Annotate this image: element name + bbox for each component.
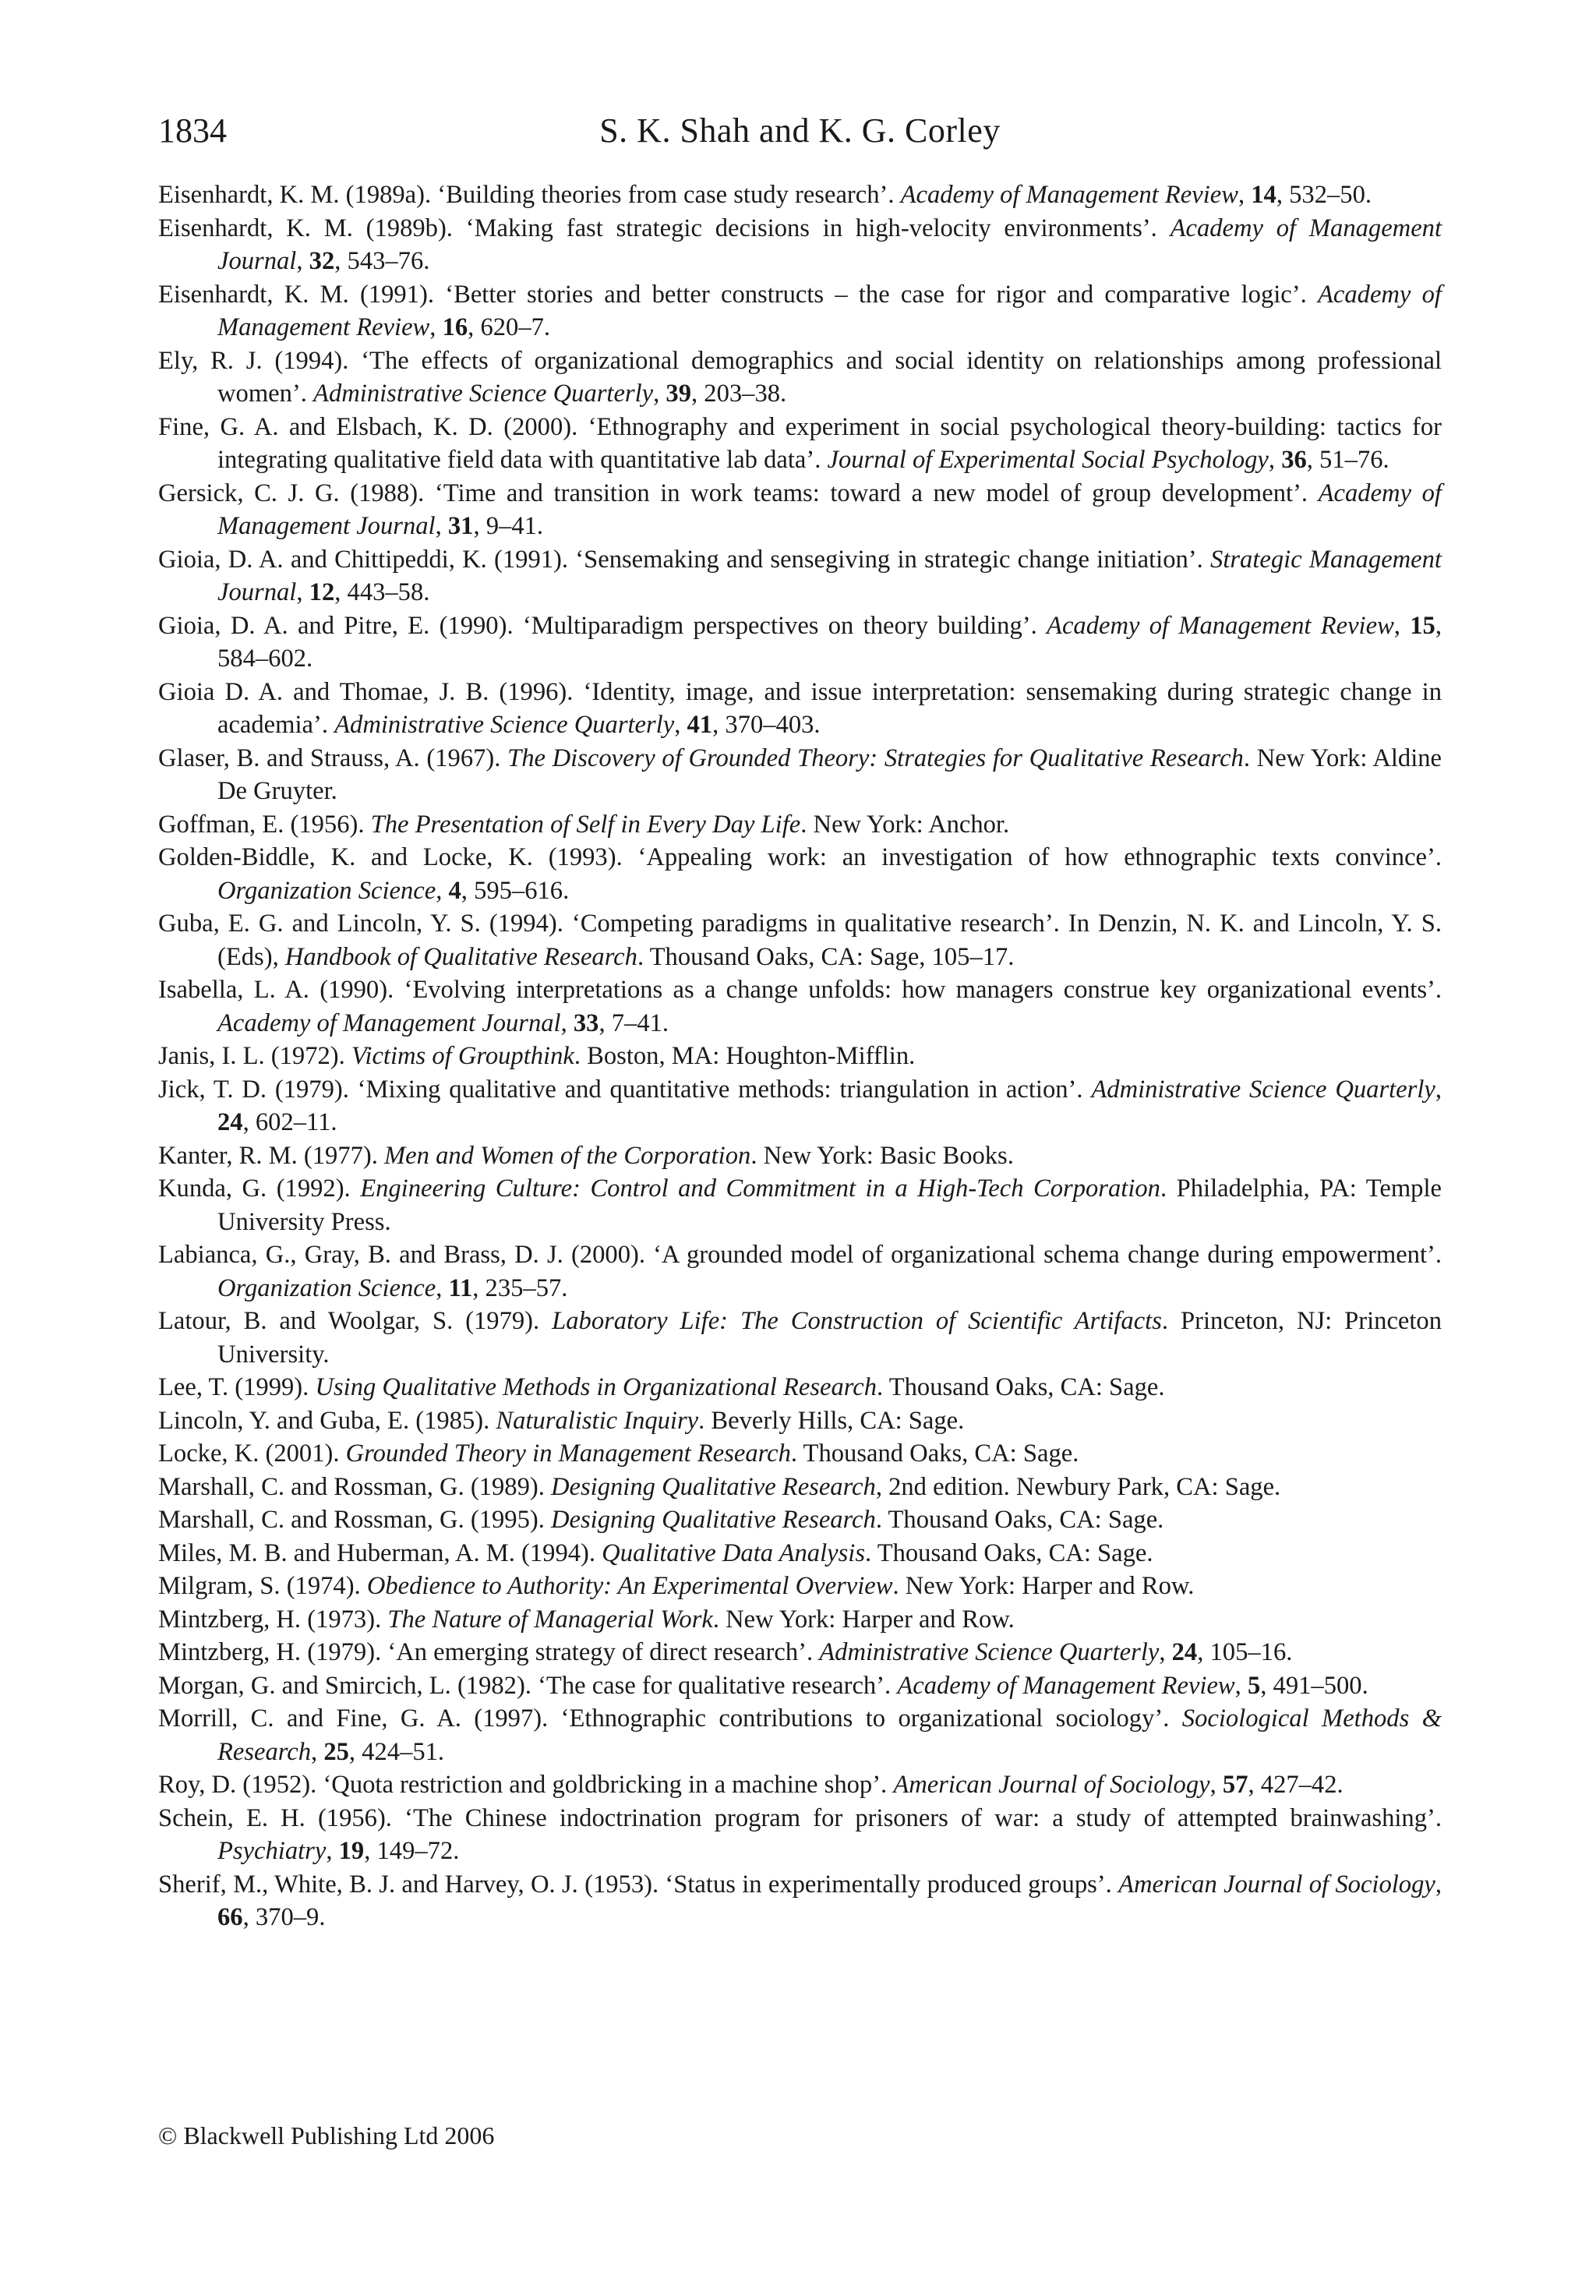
reference-entry bbox=[158, 1471, 1442, 1504]
reference-entry bbox=[158, 973, 1442, 1040]
reference-entry bbox=[158, 1636, 1442, 1669]
reference-text: Janis, I. L. (1972). bbox=[158, 1042, 351, 1070]
reference-text: . New York: Harper and Row. bbox=[712, 1605, 1015, 1634]
reference-source-title: Academy of Management Journal bbox=[217, 479, 1442, 540]
reference-text: , bbox=[1159, 1638, 1172, 1666]
reference-source-title: Academy of Management Journal bbox=[217, 214, 1442, 275]
reference-text: Mintzberg, H. (1979). ‘An emerging strategy of direct research’. bbox=[158, 1638, 820, 1666]
reference-text: Kunda, G. (1992). bbox=[158, 1174, 361, 1203]
reference-volume: 4 bbox=[448, 876, 461, 905]
reference-source-title: Sociological Methods & Research bbox=[217, 1704, 1442, 1766]
reference-text: . Philadelphia, PA: Temple University Press. bbox=[217, 1174, 1442, 1236]
reference-text: , 532–50. bbox=[1276, 181, 1372, 209]
reference-source-title: Psychiatry bbox=[217, 1837, 327, 1865]
reference-entry bbox=[158, 907, 1442, 973]
reference-text: , 7–41. bbox=[598, 1008, 669, 1037]
reference-text: Golden-Biddle, K. and Locke, K. (1993). ‘Appealing work: an investigation of how ethnographic texts convince’. bbox=[158, 843, 1442, 871]
reference-source-title: Administrative Science Quarterly bbox=[819, 1638, 1160, 1666]
page-header bbox=[158, 111, 1442, 157]
reference-source-title: Academy of Management Review bbox=[900, 181, 1238, 209]
reference-text: , 491–500. bbox=[1260, 1671, 1368, 1700]
reference-text: Fine, G. A. and Elsbach, K. D. (2000). ‘Ethnography and experiment in social psychological theory-building: tactics for integrating qualitative field data with quantitative lab data’. bbox=[158, 412, 1442, 474]
reference-text: . New York: Anchor. bbox=[800, 810, 1010, 839]
reference-text: , 584–602. bbox=[217, 611, 1442, 673]
reference-entry bbox=[158, 477, 1442, 543]
reference-text: Gioia D. A. and Thomae, J. B. (1996). ‘Identity, image, and issue interpretation: sensemaking during strategic change in academia’. bbox=[158, 677, 1442, 739]
reference-entry bbox=[158, 1404, 1442, 1438]
reference-entry bbox=[158, 1437, 1442, 1471]
reference-entry bbox=[158, 1868, 1442, 1934]
reference-text: . New York: Aldine De Gruyter. bbox=[217, 744, 1442, 805]
reference-text: Morgan, G. and Smircich, L. (1982). ‘The case for qualitative research’. bbox=[158, 1671, 898, 1700]
reference-text: Marshall, C. and Rossman, G. (1995). bbox=[158, 1506, 552, 1534]
reference-source-title: The Nature of Managerial Work bbox=[387, 1605, 713, 1634]
reference-volume: 12 bbox=[309, 578, 335, 606]
reference-entry bbox=[158, 609, 1442, 676]
reference-text: , bbox=[653, 380, 666, 408]
reference-text: , bbox=[435, 512, 448, 540]
reference-entry bbox=[158, 1669, 1442, 1703]
reference-volume: 19 bbox=[338, 1837, 365, 1865]
reference-source-title: Men and Women of the Corporation bbox=[384, 1141, 751, 1170]
reference-volume: 31 bbox=[447, 512, 474, 540]
reference-text: , 149–72. bbox=[364, 1837, 460, 1865]
reference-text: , bbox=[1435, 1870, 1442, 1899]
reference-text: Labianca, G., Gray, B. and Brass, D. J. (2000). ‘A grounded model of organizational schema change during empowerment’. bbox=[158, 1241, 1442, 1269]
reference-text: , bbox=[326, 1837, 339, 1865]
reference-text: Gersick, C. J. G. (1988). ‘Time and transition in work teams: toward a new model of group development’. bbox=[158, 479, 1319, 507]
reference-source-title: Journal of Experimental Social Psychology bbox=[827, 446, 1269, 474]
reference-text: . Thousand Oaks, CA: Sage, 105–17. bbox=[637, 942, 1015, 971]
reference-text: , bbox=[1238, 181, 1252, 209]
reference-source-title: Academy of Management Review bbox=[1047, 611, 1394, 640]
reference-source-title: Grounded Theory in Management Research bbox=[345, 1439, 791, 1468]
reference-entry bbox=[158, 1305, 1442, 1371]
reference-source-title: Administrative Science Quarterly bbox=[334, 711, 675, 739]
reference-entry bbox=[158, 1768, 1442, 1802]
reference-entry bbox=[158, 1802, 1442, 1868]
reference-text: Sherif, M., White, B. J. and Harvey, O. J. (1953). ‘Status in experimentally produced groups’. bbox=[158, 1870, 1119, 1899]
reference-text: Ely, R. J. (1994). ‘The effects of organizational demographics and social identity on relationships among professional women’. bbox=[158, 346, 1442, 408]
reference-volume: 15 bbox=[1410, 611, 1435, 640]
reference-source-title: Academy of Management Review bbox=[897, 1671, 1235, 1700]
reference-text: , bbox=[429, 313, 443, 341]
reference-volume: 33 bbox=[573, 1008, 599, 1037]
reference-entry bbox=[158, 676, 1442, 742]
reference-text: Lee, T. (1999). bbox=[158, 1373, 316, 1401]
reference-source-title: Designing Qualitative Research bbox=[551, 1506, 876, 1534]
reference-text: , bbox=[1435, 1075, 1442, 1104]
reference-text: . New York: Basic Books. bbox=[750, 1141, 1014, 1170]
reference-text: Latour, B. and Woolgar, S. (1979). bbox=[158, 1307, 553, 1335]
reference-source-title: Naturalistic Inquiry bbox=[496, 1406, 699, 1435]
reference-text: Locke, K. (2001). bbox=[158, 1439, 346, 1468]
running-head: S. K. Shah and K. G. Corley bbox=[599, 111, 1001, 150]
reference-text: , 595–616. bbox=[461, 876, 570, 905]
reference-text: . Boston, MA: Houghton-Mifflin. bbox=[574, 1042, 916, 1070]
reference-text: Isabella, L. A. (1990). ‘Evolving interpretations as a change unfolds: how managers construe key organizational events’. bbox=[158, 976, 1442, 1004]
reference-text: Eisenhardt, K. M. (1991). ‘Better stories and better constructs – the case for rigor and comparative logic’. bbox=[158, 280, 1318, 309]
reference-volume: 66 bbox=[217, 1903, 243, 1931]
reference-text: Miles, M. B. and Huberman, A. M. (1994). bbox=[158, 1538, 602, 1567]
reference-text: , 235–57. bbox=[472, 1273, 568, 1302]
reference-text: , 543–76. bbox=[334, 247, 430, 275]
reference-entry bbox=[158, 178, 1442, 212]
reference-volume: 24 bbox=[217, 1108, 243, 1136]
reference-entry bbox=[158, 1371, 1442, 1404]
reference-text: Kanter, R. M. (1977). bbox=[158, 1141, 385, 1170]
reference-entry bbox=[158, 742, 1442, 808]
reference-source-title: Qualitative Data Analysis bbox=[602, 1538, 865, 1567]
reference-source-title: Using Qualitative Methods in Organizational Research bbox=[315, 1373, 877, 1401]
reference-text: Glaser, B. and Strauss, A. (1967). bbox=[158, 744, 508, 772]
reference-text: , bbox=[296, 247, 309, 275]
reference-text: , bbox=[1393, 611, 1411, 640]
reference-entry bbox=[158, 1603, 1442, 1637]
reference-text: , 620–7. bbox=[468, 313, 551, 341]
reference-volume: 36 bbox=[1281, 446, 1307, 474]
reference-text: , 370–403. bbox=[712, 711, 821, 739]
reference-text: , 602–11. bbox=[242, 1108, 337, 1136]
reference-source-title: Obedience to Authority: An Experimental Overview bbox=[366, 1572, 893, 1600]
reference-text: , 424–51. bbox=[348, 1737, 445, 1766]
reference-text: Morrill, C. and Fine, G. A. (1997). ‘Ethnographic contributions to organizational sociology’. bbox=[158, 1704, 1182, 1733]
reference-text: Schein, E. H. (1956). ‘The Chinese indoctrination program for prisoners of war: a study of attempted brainwashing’. bbox=[158, 1803, 1442, 1832]
reference-volume: 14 bbox=[1251, 181, 1276, 209]
reference-text: Lincoln, Y. and Guba, E. (1985). bbox=[158, 1406, 496, 1435]
reference-text: . Thousand Oaks, CA: Sage. bbox=[877, 1373, 1165, 1401]
reference-entry bbox=[158, 1702, 1442, 1768]
reference-volume: 25 bbox=[323, 1737, 349, 1766]
reference-source-title: Strategic Management Journal bbox=[217, 545, 1442, 606]
reference-entry bbox=[158, 1503, 1442, 1537]
reference-text: . New York: Harper and Row. bbox=[892, 1572, 1195, 1600]
page-number: 1834 bbox=[158, 111, 227, 150]
reference-volume: 57 bbox=[1222, 1771, 1248, 1799]
reference-entry bbox=[158, 841, 1442, 907]
reference-text: , bbox=[1209, 1771, 1223, 1799]
reference-text: , 9–41. bbox=[473, 512, 544, 540]
reference-source-title: Victims of Groupthink bbox=[351, 1042, 574, 1070]
reference-source-title: Organization Science bbox=[217, 1273, 436, 1302]
reference-text: , bbox=[436, 876, 449, 905]
reference-entry bbox=[158, 212, 1442, 278]
reference-text: , bbox=[436, 1273, 449, 1302]
reference-entry bbox=[158, 278, 1442, 344]
reference-text: Gioia, D. A. and Chittipeddi, K. (1991). ‘Sensemaking and sensegiving in strategic change initiation’. bbox=[158, 545, 1211, 574]
reference-source-title: Engineering Culture: Control and Commitment in a High-Tech Corporation bbox=[360, 1174, 1160, 1203]
reference-source-title: The Presentation of Self in Every Day Life bbox=[370, 810, 801, 839]
reference-text: Jick, T. D. (1979). ‘Mixing qualitative and quantitative methods: triangulation in action’. bbox=[158, 1075, 1092, 1104]
reference-text: , 105–16. bbox=[1197, 1638, 1293, 1666]
reference-text: Roy, D. (1952). ‘Quota restriction and goldbricking in a machine shop’. bbox=[158, 1771, 894, 1799]
reference-entry bbox=[158, 1238, 1442, 1305]
reference-list bbox=[158, 178, 1442, 1934]
reference-volume: 41 bbox=[687, 711, 713, 739]
reference-source-title: Designing Qualitative Research bbox=[551, 1472, 876, 1501]
reference-text: , 203–38. bbox=[691, 380, 787, 408]
reference-text: Goffman, E. (1956). bbox=[158, 810, 371, 839]
reference-text: , bbox=[296, 578, 309, 606]
reference-source-title: Handbook of Qualitative Research bbox=[284, 942, 637, 971]
reference-source-title: Academy of Management Review bbox=[217, 280, 1442, 341]
reference-source-title: Academy of Management Journal bbox=[217, 1008, 561, 1037]
reference-entry bbox=[158, 808, 1442, 842]
reference-text: . Thousand Oaks, CA: Sage. bbox=[865, 1538, 1153, 1567]
reference-source-title: American Journal of Sociology bbox=[893, 1771, 1210, 1799]
reference-volume: 16 bbox=[442, 313, 468, 341]
reference-text: , 51–76. bbox=[1306, 446, 1389, 474]
reference-text: , 370–9. bbox=[242, 1903, 326, 1931]
reference-text: Milgram, S. (1974). bbox=[158, 1572, 367, 1600]
reference-entry bbox=[158, 1073, 1442, 1139]
reference-source-title: Organization Science bbox=[217, 876, 436, 905]
reference-text: . Princeton, NJ: Princeton University. bbox=[217, 1307, 1442, 1369]
reference-source-title: The Discovery of Grounded Theory: Strategies for Qualitative Research bbox=[507, 744, 1244, 772]
reference-entry bbox=[158, 1139, 1442, 1173]
reference-volume: 39 bbox=[666, 380, 691, 408]
reference-volume: 5 bbox=[1247, 1671, 1261, 1700]
reference-text: , bbox=[1234, 1671, 1248, 1700]
reference-text: , bbox=[311, 1737, 324, 1766]
reference-entry bbox=[158, 344, 1442, 411]
reference-text: Eisenhardt, K. M. (1989b). ‘Making fast strategic decisions in high-velocity environments’. bbox=[158, 214, 1171, 242]
reference-text: , 427–42. bbox=[1248, 1771, 1344, 1799]
reference-entry bbox=[158, 1040, 1442, 1073]
reference-text: . Thousand Oaks, CA: Sage. bbox=[790, 1439, 1079, 1468]
reference-entry bbox=[158, 1172, 1442, 1238]
reference-source-title: Administrative Science Quarterly bbox=[313, 380, 654, 408]
reference-text: Gioia, D. A. and Pitre, E. (1990). ‘Multiparadigm perspectives on theory building’. bbox=[158, 611, 1047, 640]
reference-text: , bbox=[1268, 446, 1282, 474]
reference-text: . Thousand Oaks, CA: Sage. bbox=[875, 1506, 1164, 1534]
reference-text: Guba, E. G. and Lincoln, Y. S. (1994). ‘Competing paradigms in qualitative research’. In Denzin, N. K. and Lincoln, Y. S. (Eds), bbox=[158, 910, 1442, 971]
reference-entry bbox=[158, 1537, 1442, 1570]
reference-entry bbox=[158, 411, 1442, 477]
copyright-footer: © Blackwell Publishing Ltd 2006 bbox=[158, 2121, 495, 2149]
reference-volume: 32 bbox=[309, 247, 335, 275]
reference-source-title: Laboratory Life: The Construction of Scientific Artifacts bbox=[552, 1307, 1162, 1335]
reference-text: , bbox=[560, 1008, 574, 1037]
reference-source-title: American Journal of Sociology bbox=[1118, 1870, 1435, 1899]
reference-source-title: Administrative Science Quarterly bbox=[1091, 1075, 1435, 1104]
reference-text: . Beverly Hills, CA: Sage. bbox=[698, 1406, 965, 1435]
reference-entry bbox=[158, 1570, 1442, 1603]
reference-text: , 443–58. bbox=[334, 578, 430, 606]
reference-volume: 24 bbox=[1171, 1638, 1198, 1666]
reference-volume: 11 bbox=[448, 1273, 473, 1302]
reference-entry bbox=[158, 543, 1442, 609]
reference-text: Mintzberg, H. (1973). bbox=[158, 1605, 388, 1634]
reference-text: , bbox=[674, 711, 687, 739]
reference-text: , 2nd edition. Newbury Park, CA: Sage. bbox=[875, 1472, 1281, 1501]
reference-text: Eisenhardt, K. M. (1989a). ‘Building theories from case study research’. bbox=[158, 181, 901, 209]
reference-text: Marshall, C. and Rossman, G. (1989). bbox=[158, 1472, 552, 1501]
